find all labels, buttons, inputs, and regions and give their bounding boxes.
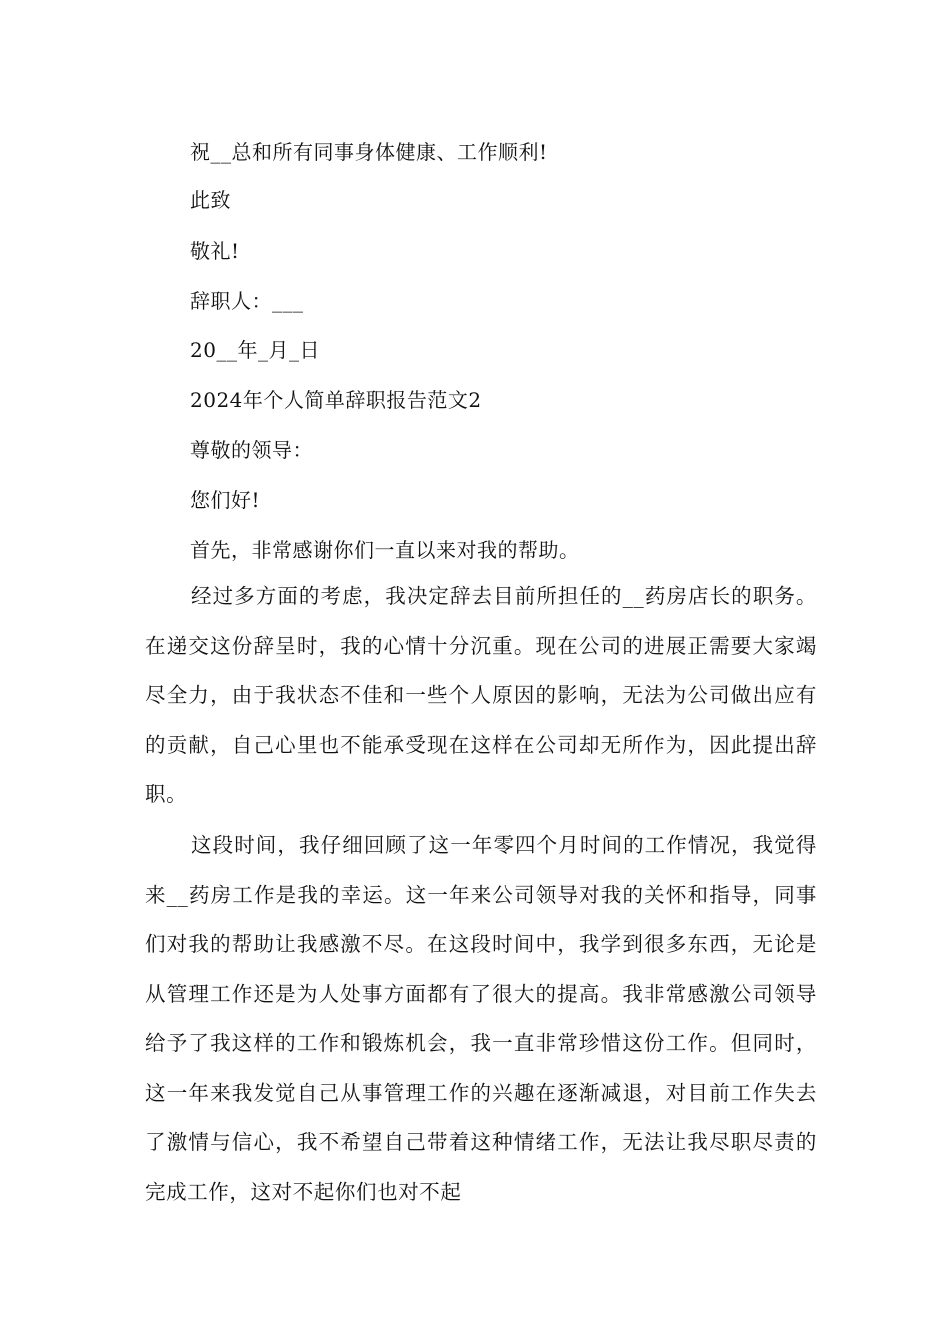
letter-hello: 您们好! [190, 488, 261, 512]
closing-wish-line: 祝__总和所有同事身体健康、工作顺利! [190, 140, 548, 164]
salutation-cizhi: 此致 [190, 188, 231, 212]
opening-thanks: 首先，非常感谢你们一直以来对我的帮助。 [190, 538, 580, 562]
resigner-signature-line: 辞职人：___ [190, 289, 304, 313]
salutation-jingli: 敬礼! [190, 239, 240, 263]
body-paragraph-1: 经过多方面的考虑，我决定辞去目前所担任的__药房店长的职务。在递交这份辞呈时，我的心情十分沉重。现在公司的进展正需要大家竭尽全力，由于我状态不佳和一些个人原因的影响，无法为公司做出应有的贡献，自己心里也不能承受现在这样在公司却无所作为，因此提出辞职。 [145, 584, 817, 806]
letter-greeting: 尊敬的领导： [190, 438, 313, 462]
date-line: 20__年_月_日 [190, 338, 320, 362]
body-paragraph-2: 这段时间，我仔细回顾了这一年零四个月时间的工作情况，我觉得来__药房工作是我的幸运。这一年来公司领导对我的关怀和指导，同事们对我的帮助让我感激不尽。在这段时间中，我学到很多东西，无论是从管理工作还是为人处事方面都有了很大的提高。我非常感激公司领导给予了我这样的工作和锻炼机会，我一直非常珍惜这份工作。但同时，这一年来我发觉自己从事管理工作的兴趣在逐渐减退，对目前工作失去了激情与信心，我不希望自己带着这种情绪工作，无法让我尽职尽责的完成工作，这对不起你们也对不起 [145, 833, 817, 1204]
section-title: 2024年个人简单辞职报告范文2 [190, 388, 482, 412]
